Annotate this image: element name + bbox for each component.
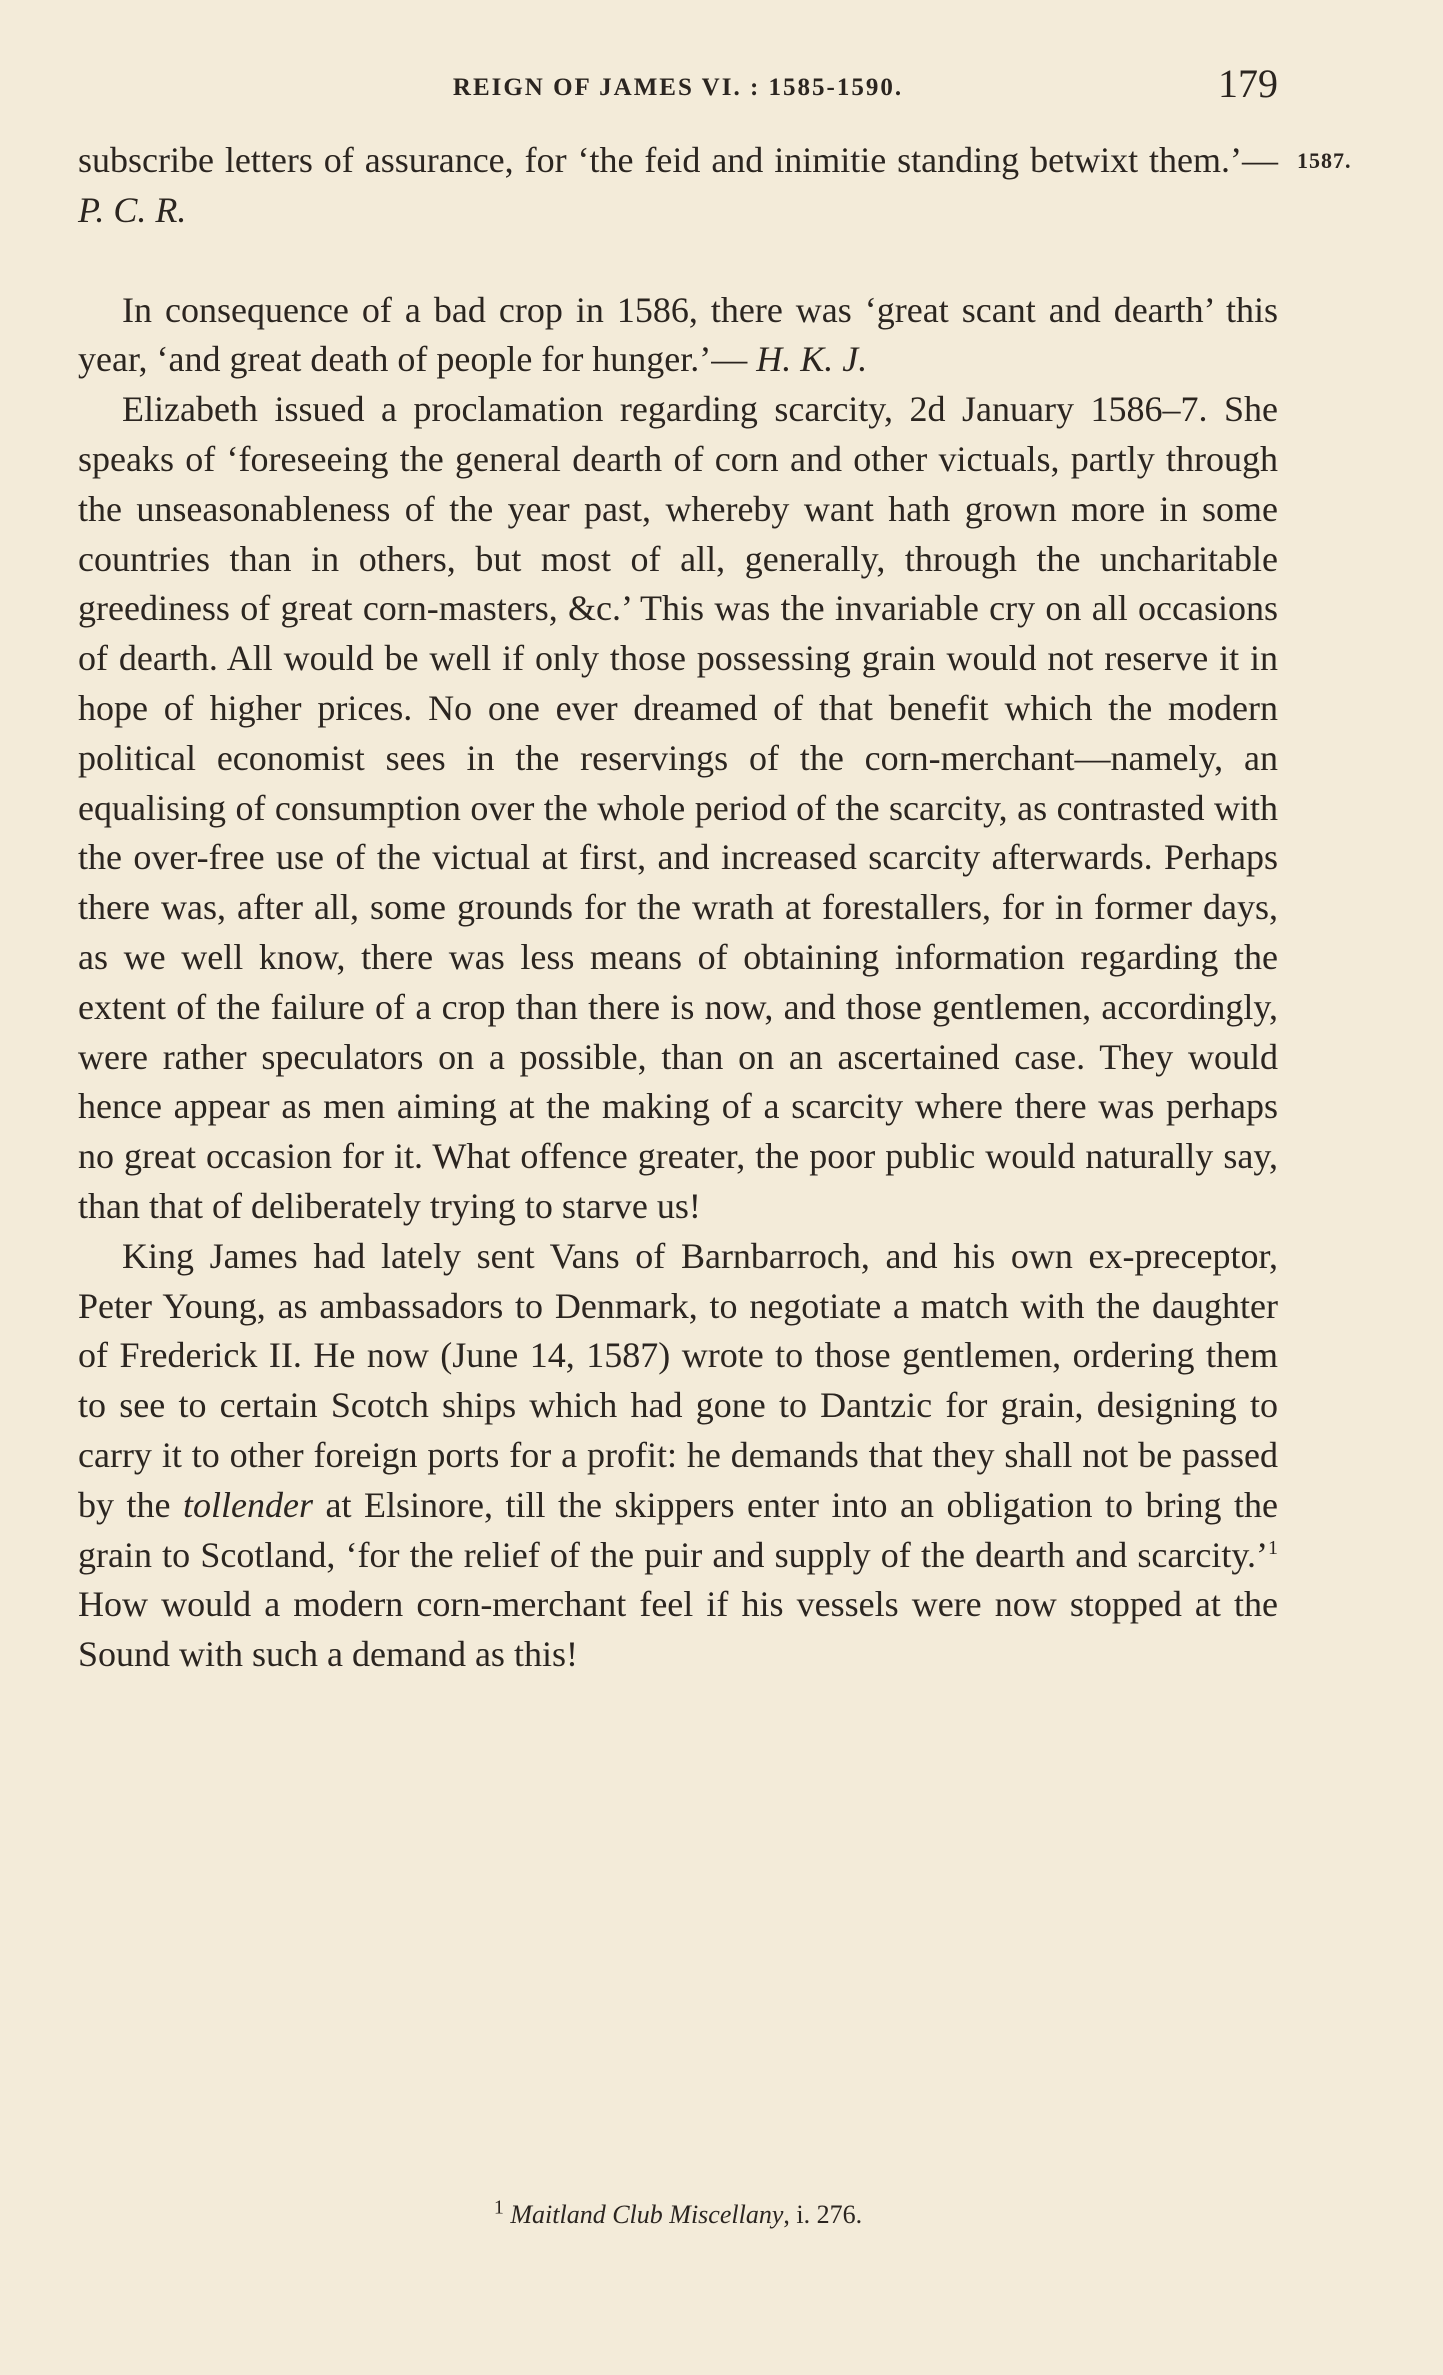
margin-year-note: 1587. [1297,148,1352,173]
paragraph-text: at Elsinore, till the skippers enter into an obligation to bring the grain to Scotland, ‘for the relief of the puir and supply of the dearth and scarcity.’ [78,1484,1278,1575]
paragraph-text: How would a modern corn-merchant feel if his vessels were now stopped at the Sound with such a demand as this! [78,1584,1278,1675]
footnote [78,2196,1278,2230]
italic-term: tollender [183,1484,313,1525]
paragraph-bad-crop [78,286,1278,386]
footnote-mark: 1 [493,2196,504,2219]
source-citation: H. K. J. [756,339,868,380]
paragraph-king-james [78,1232,1278,1680]
body-text [78,136,1278,1680]
footnote-reference: 1 [1268,1536,1278,1559]
footnote-reference-text: , i. 276. [783,2200,863,2229]
footnote-title: Maitland Club Miscellany [510,2200,784,2229]
paragraph-assurance [78,136,1278,236]
paragraph-text: In consequence of a bad crop in 1586, there was ‘great scant and dearth’ this year, ‘and great death of people for hunger.’— [78,289,1278,380]
page-number: 179 [1218,61,1278,106]
paragraph-text: subscribe letters of assurance, for ‘the feid and inimitie standing betwixt them.’— [78,140,1278,180]
paragraph-text: King James had lately sent Vans of Barnbarroch, and his own ex-preceptor, Peter Young, as ambassadors to Denmark, to negotiate a match with the daughter of Frederick II. He now (June 14, 1587) wrote to those gentlemen, ordering them to see to certain Scotch ships which had gone to Dantzic for grain, designing to carry it to other foreign ports for a profit: he demands that they shall not be passed by the [78,1235,1278,1525]
page-header [78,60,1278,110]
paragraph-elizabeth-proclamation: Elizabeth issued a proclamation regarding scarcity, 2d January 1586–7. She speaks of ‘foreseeing the general dearth of corn and other victuals, partly through the unseasonableness of the year past, whereby want hath grown more in some countries than in others, but most of all, generally, through the uncharitable greediness of great corn-masters, &c.’ This was the invariable cry on all occasions of dearth. All would be well if only those possessing grain would not reserve it in hope of higher prices. No one ever dreamed of that benefit which the modern political economist sees in the reservings of the corn-merchant—namely, an equalising of consumption over the whole period of the scarcity, as contrasted with the over-free use of the victual at first, and increased scarcity afterwards. Perhaps there was, after all, some grounds for the wrath at forestallers, for in former days, as we well know, there was less means of obtaining information regarding the extent of the failure of a crop than there is now, and those gentlemen, accordingly, were rather speculators on a possible, than on an ascertained case. They would hence appear as men aiming at the making of a scarcity where there was perhaps no great occasion for it. What offence greater, the poor public would naturally say, than that of deliberately trying to starve us! [78,389,1278,1226]
source-citation: P. C. R. [78,189,187,230]
running-head: REIGN OF JAMES VI. : 1585-1590. [452,74,904,101]
